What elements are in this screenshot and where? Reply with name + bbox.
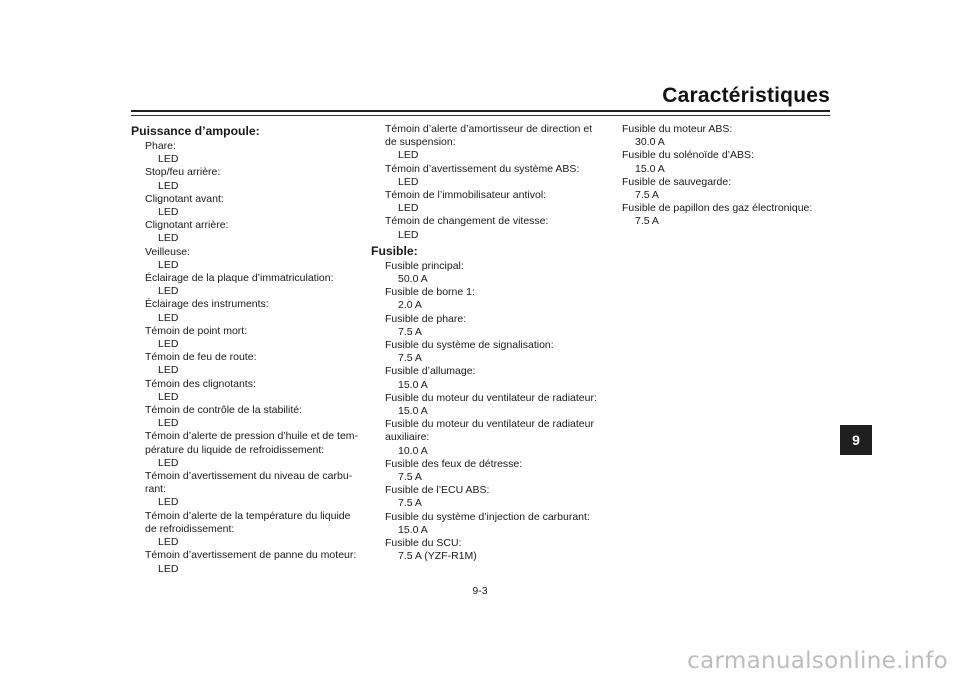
spec-value: 7.5 A xyxy=(398,352,422,365)
spec-item xyxy=(131,510,359,550)
spec-value: LED xyxy=(158,258,179,271)
spec-value: 2.0 A xyxy=(398,299,422,312)
spec-value: LED xyxy=(158,285,179,298)
spec-item xyxy=(622,149,832,175)
spec-item xyxy=(371,123,603,163)
spec-label: Clignotant arrière: xyxy=(145,219,229,232)
column-3 xyxy=(622,123,832,229)
spec-list xyxy=(622,123,832,229)
spec-item xyxy=(131,549,359,575)
spec-label: Veilleuse: xyxy=(145,245,190,258)
spec-item xyxy=(371,163,603,189)
spec-label: Fusible du système d’injection de carburant: xyxy=(385,510,590,523)
spec-item xyxy=(371,215,603,241)
spec-label: Témoin de feu de route: xyxy=(145,351,257,364)
column-1 xyxy=(131,121,359,576)
spec-item xyxy=(371,484,603,510)
spec-item xyxy=(131,272,359,298)
spec-value: 30.0 A xyxy=(635,136,665,149)
spec-label: Fusible de sauvegarde: xyxy=(622,175,732,188)
spec-label: Fusible de papillon des gaz électronique: xyxy=(622,202,813,215)
spec-value: LED xyxy=(158,232,179,245)
spec-item xyxy=(131,193,359,219)
spec-label: Témoin d’avertissement du niveau de carbu- rant: xyxy=(145,470,353,496)
spec-label: Fusible de l’ECU ABS: xyxy=(385,484,490,497)
spec-item xyxy=(371,365,603,391)
spec-item xyxy=(371,418,603,458)
spec-value: 7.5 A xyxy=(635,215,659,228)
spec-item xyxy=(131,378,359,404)
spec-item xyxy=(371,339,603,365)
spec-label: Témoin de changement de vitesse: xyxy=(385,215,549,228)
spec-list xyxy=(371,260,603,564)
spec-item xyxy=(371,537,603,563)
spec-label: Témoin d’alerte de pression d’huile et de tem- pérature du liquide de refroidissement: xyxy=(145,430,359,456)
spec-value: LED xyxy=(158,562,179,575)
spec-label: Témoin d’alerte d’amortisseur de direction et de suspension: xyxy=(385,123,593,149)
spec-item xyxy=(131,470,359,510)
spec-list xyxy=(371,123,603,242)
spec-value: LED xyxy=(158,311,179,324)
spec-value: LED xyxy=(158,496,179,509)
spec-item xyxy=(622,123,832,149)
spec-item xyxy=(131,166,359,192)
spec-value: 7.5 A xyxy=(398,471,422,484)
header-rule-thick xyxy=(131,110,830,112)
spec-value: 15.0 A xyxy=(635,162,665,175)
spec-label: Témoin d’avertissement de panne du moteur: xyxy=(145,549,357,562)
spec-label: Fusible de phare: xyxy=(385,312,467,325)
spec-item xyxy=(131,404,359,430)
spec-item xyxy=(371,313,603,339)
spec-value: LED xyxy=(158,206,179,219)
spec-value: LED xyxy=(158,417,179,430)
spec-label: Fusible du moteur du ventilateur de radiateur auxiliaire: xyxy=(385,418,594,444)
spec-item xyxy=(131,140,359,166)
spec-value: 15.0 A xyxy=(398,523,428,536)
spec-value: LED xyxy=(158,536,179,549)
spec-label: Témoin de l’immobilisateur antivol: xyxy=(385,189,547,202)
spec-label: Fusible des feux de détresse: xyxy=(385,457,523,470)
spec-item xyxy=(131,325,359,351)
spec-label: Éclairage des instruments: xyxy=(145,298,269,311)
section-heading-fuse: Fusible: xyxy=(371,243,418,258)
spec-value: LED xyxy=(158,364,179,377)
spec-value: LED xyxy=(158,338,179,351)
spec-value: LED xyxy=(158,179,179,192)
spec-value: LED xyxy=(158,153,179,166)
section-heading-bulb-wattage: Puissance d’ampoule: xyxy=(131,124,260,138)
spec-value: 7.5 A (YZF-R1M) xyxy=(398,550,477,563)
spec-label: Témoin des clignotants: xyxy=(145,377,256,390)
spec-label: Fusible du solénoïde d’ABS: xyxy=(622,149,754,162)
spec-value: LED xyxy=(398,175,419,188)
spec-item xyxy=(371,458,603,484)
spec-value: LED xyxy=(158,390,179,403)
spec-label: Fusible du SCU: xyxy=(385,537,462,550)
spec-item xyxy=(371,260,603,286)
spec-label: Stop/feu arrière: xyxy=(145,166,221,179)
spec-value: LED xyxy=(398,149,419,162)
spec-label: Fusible d’allumage: xyxy=(385,365,476,378)
page-number: 9-3 xyxy=(472,585,488,597)
spec-label: Témoin d’avertissement du système ABS: xyxy=(385,162,580,175)
spec-label: Éclairage de la plaque d’immatriculation: xyxy=(145,272,334,285)
chapter-tab: 9 xyxy=(840,425,872,455)
spec-label: Fusible du moteur du ventilateur de radiateur: xyxy=(385,391,597,404)
spec-label: Fusible de borne 1: xyxy=(385,286,475,299)
spec-item xyxy=(622,202,832,228)
spec-item xyxy=(371,392,603,418)
spec-item xyxy=(131,430,359,470)
column-2 xyxy=(371,123,603,564)
spec-value: 15.0 A xyxy=(398,405,428,418)
watermark: carmanualsonline.info xyxy=(687,648,948,674)
spec-label: Témoin de point mort: xyxy=(145,324,248,337)
spec-item xyxy=(131,298,359,324)
spec-value: 7.5 A xyxy=(398,325,422,338)
spec-value: LED xyxy=(398,228,419,241)
spec-item xyxy=(371,511,603,537)
spec-value: 10.0 A xyxy=(398,444,428,457)
spec-label: Phare: xyxy=(145,140,176,152)
spec-label: Clignotant avant: xyxy=(145,192,224,205)
spec-item xyxy=(131,351,359,377)
spec-item xyxy=(371,189,603,215)
page-title: Caractéristiques xyxy=(662,84,830,107)
spec-label: Fusible principal: xyxy=(385,259,464,272)
spec-label: Fusible du moteur ABS: xyxy=(622,123,733,135)
spec-item xyxy=(131,246,359,272)
spec-label: Fusible du système de signalisation: xyxy=(385,339,554,352)
spec-label: Témoin de contrôle de la stabilité: xyxy=(145,404,303,417)
spec-item xyxy=(371,286,603,312)
spec-item xyxy=(622,176,832,202)
spec-value: LED xyxy=(158,456,179,469)
spec-value: 15.0 A xyxy=(398,378,428,391)
spec-label: Témoin d’alerte de la température du liquide de refroidissement: xyxy=(145,509,351,535)
spec-item xyxy=(131,219,359,245)
spec-value: 50.0 A xyxy=(398,273,428,286)
spec-value: 7.5 A xyxy=(635,189,659,202)
spec-list xyxy=(131,140,359,576)
spec-value: LED xyxy=(398,202,419,215)
header-rule-thin xyxy=(131,115,830,116)
spec-value: 7.5 A xyxy=(398,497,422,510)
